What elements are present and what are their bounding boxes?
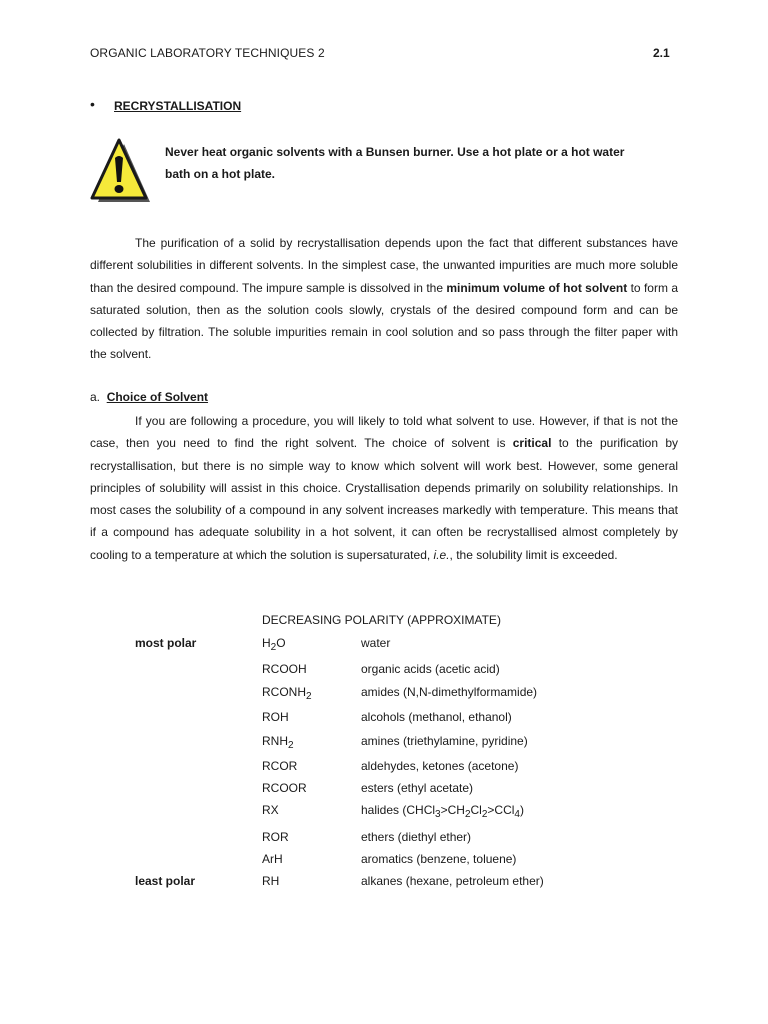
formula: RCOOH [262, 662, 307, 676]
intro-paragraph [90, 232, 678, 366]
table-row [0, 734, 768, 752]
table-row [0, 852, 768, 870]
table-row [0, 685, 768, 703]
table-row [0, 781, 768, 799]
intro-text-2: to form a saturated solution, then as the solution cools slowly, crystals of the desired compound form and can be collected by filtration. The soluble impurities remain in cool solution and so pass through the filter paper with the solvent. [90, 280, 678, 362]
intro-text-1: The purification of a solid by recrystallisation depends upon the fact that different substances have different solubilities in different solvents. In the simplest case, the unwanted impurities are much more soluble than the desired compound. The impure sample is dissolved in the [90, 236, 678, 295]
choice-heading-prefix: a. [90, 390, 101, 404]
description: alkanes (hexane, petroleum ether) [361, 874, 544, 888]
least-polar-label: least polar [135, 874, 196, 888]
running-header-title: ORGANIC LABORATORY TECHNIQUES 2 [90, 46, 325, 60]
table-row [0, 662, 768, 680]
choice-heading [90, 390, 208, 404]
choice-text-2: to the purification by recrystallisation, but there is no simple way to know which solvent will work best. However, some general principles of solubility will assist in this choice. Crystallisation depends primarily on solubility relationships. In most cases the solubility of a compound in any solvent increases markedly with temperature. This means that if a compound has adequate solubility in a hot solvent, it can often be recrystallised almost completely by cooling to a temperature at which the solution is supersaturated, [90, 436, 678, 562]
table-row [0, 636, 768, 654]
description: amines (triethylamine, pyridine) [361, 734, 528, 748]
warning-line-1: Never heat organic solvents with a Bunsen burner. Use a hot plate or a hot water [165, 145, 625, 159]
description: organic acids (acetic acid) [361, 662, 500, 676]
warning-message [165, 141, 685, 185]
choice-bold: critical [512, 436, 552, 451]
formula: RCOOR [262, 781, 307, 795]
formula: $RCONH_2$ [262, 685, 312, 702]
formula: ROH [262, 710, 289, 724]
polarity-table-title: DECREASING POLARITY (APPROXIMATE) [262, 613, 501, 627]
choice-heading-title: Choice of Solvent [106, 390, 209, 404]
formula: ROR [262, 830, 289, 844]
bullet-glyph: • [90, 96, 95, 112]
choice-text-3: , the solubility limit is exceeded. [449, 547, 618, 562]
description: esters (ethyl acetate) [361, 781, 474, 795]
table-row [0, 874, 768, 892]
table-row [0, 803, 768, 821]
description: water [361, 636, 391, 650]
description: amides (N,N-dimethylformamide) [361, 685, 538, 699]
formula: RH [262, 874, 280, 888]
formula: $RNH_2$ [262, 734, 294, 751]
section-title: RECRYSTALLISATION [114, 99, 242, 113]
formula: RCOR [262, 759, 298, 773]
description: alcohols (methanol, ethanol) [361, 710, 512, 724]
description: halides $(CHCl_3>CH_2Cl_2>CCl_4)$ [361, 803, 524, 820]
intro-bold: minimum volume of hot solvent [446, 280, 628, 295]
choice-italic: i.e. [433, 547, 450, 562]
choice-text-1: If you are following a procedure, you will likely to told what solvent to use. However, if that is not the case, then you need to find the right solvent. The choice of solvent is [90, 414, 678, 451]
formula: ArH [262, 852, 283, 866]
warning-line-2: bath on a hot plate. [165, 167, 275, 181]
description: aromatics (benzene, toluene) [361, 852, 517, 866]
formula: $H_2O$ [262, 636, 286, 653]
description: aldehydes, ketones (acetone) [361, 759, 519, 773]
formula: RX [262, 803, 279, 817]
warning-icon [88, 138, 152, 208]
most-polar-label: most polar [135, 636, 197, 650]
table-row [0, 830, 768, 848]
description: ethers (diethyl ether) [361, 830, 472, 844]
choice-paragraph [90, 410, 678, 566]
page-number: 2.1 [653, 46, 670, 60]
table-row [0, 710, 768, 728]
table-row [0, 759, 768, 777]
